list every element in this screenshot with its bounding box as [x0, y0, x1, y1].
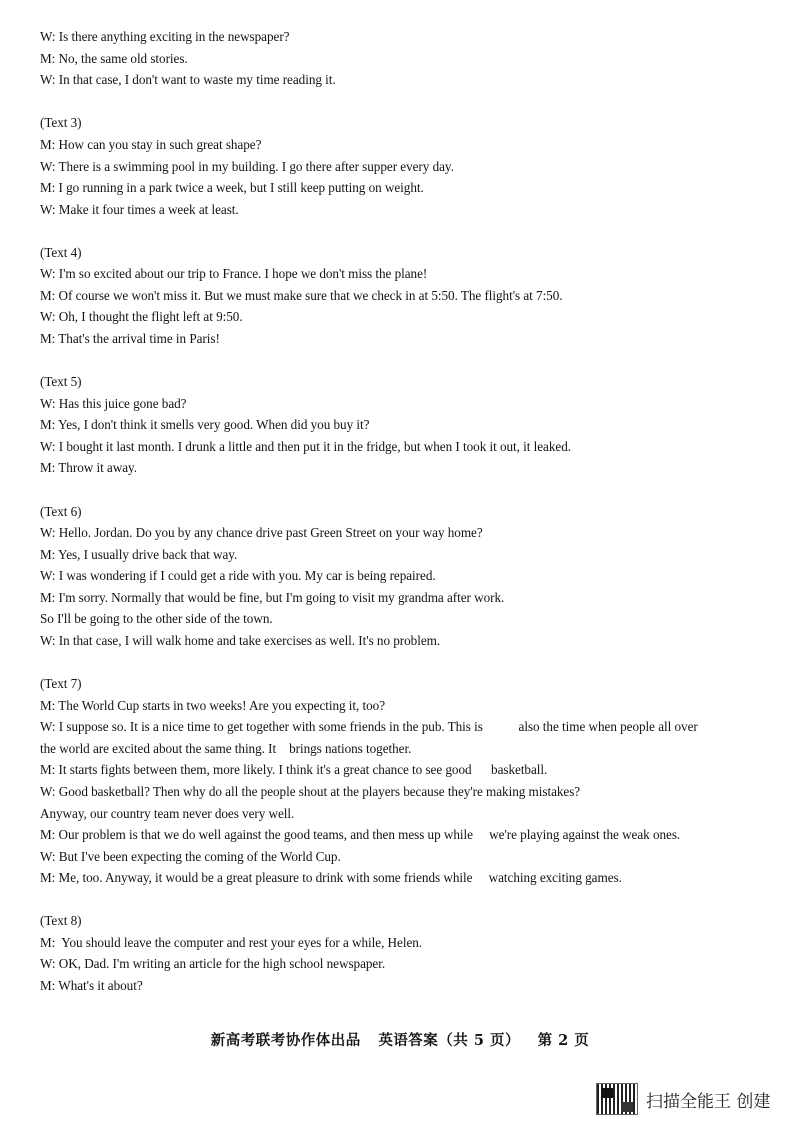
- transcript-line: M: I go running in a park twice a week, but I still keep putting on weight.: [40, 180, 424, 195]
- transcript-line: M: You should leave the computer and rest your eyes for a while, Helen.: [40, 935, 423, 950]
- transcript-line: M: Throw it away.: [40, 460, 137, 475]
- transcript-line: M: The World Cup starts in two weeks! Are you expecting it, too?: [40, 698, 386, 713]
- transcript-line: M: Yes, I don't think it smells very good. When did you buy it?: [40, 417, 370, 432]
- section-heading-text-8: (Text 8): [40, 913, 82, 928]
- section-heading-text-5: (Text 5): [40, 374, 82, 389]
- transcript-line: the world are excited about the same thing. It brings nations together.: [40, 741, 412, 756]
- transcript-line: M: It starts fights between them, more likely. I think it's a great chance to see good basketball.: [40, 762, 548, 777]
- section-heading-text-7: (Text 7): [40, 676, 82, 691]
- transcript-line: M: Our problem is that we do well against the good teams, and then mess up while we're playing against the weak ones.: [40, 827, 681, 842]
- transcript-line: W: OK, Dad. I'm writing an article for the high school newspaper.: [40, 956, 386, 971]
- watermark-text: 扫描全能王 创建: [646, 1092, 771, 1112]
- section-heading-text-4: (Text 4): [40, 245, 82, 260]
- transcript-line: Anyway, our country team never does very well.: [40, 806, 295, 821]
- transcript-line: W: But I've been expecting the coming of the World Cup.: [40, 849, 341, 864]
- transcript-line: W: I bought it last month. I drunk a little and then put it in the fridge, but when I took it out, it leaked.: [40, 439, 571, 454]
- footer-page-number: 第 2 页: [537, 1032, 590, 1049]
- transcript-line: W: Good basketball? Then why do all the people shout at the players because they're making mistakes?: [40, 784, 581, 799]
- transcript-line: W: Oh, I thought the flight left at 9:50.: [40, 309, 243, 324]
- page-footer: [0, 1029, 800, 1050]
- transcript-line: W: Has this juice gone bad?: [40, 396, 187, 411]
- transcript-line: M: Me, too. Anyway, it would be a great pleasure to drink with some friends while watching exciting games.: [40, 870, 622, 885]
- section-heading-text-6: (Text 6): [40, 504, 82, 519]
- qr-code-icon: [596, 1083, 638, 1115]
- section-heading-text-3: (Text 3): [40, 115, 82, 130]
- transcript-line: M: That's the arrival time in Paris!: [40, 331, 220, 346]
- transcript-line: M: No, the same old stories.: [40, 51, 188, 66]
- transcript-line: W: I was wondering if I could get a ride with you. My car is being repaired.: [40, 568, 436, 583]
- footer-publisher: 新高考联考协作体出品: [210, 1032, 361, 1049]
- transcript-line: W: In that case, I will walk home and take exercises as well. It's no problem.: [40, 633, 441, 648]
- transcript-line: So I'll be going to the other side of the town.: [40, 611, 273, 626]
- transcript-line: W: There is a swimming pool in my building. I go there after supper every day.: [40, 159, 454, 174]
- transcript-line: W: Hello. Jordan. Do you by any chance drive past Green Street on your way home?: [40, 525, 483, 540]
- transcript-line: M: How can you stay in such great shape?: [40, 137, 262, 152]
- transcript-line: W: In that case, I don't want to waste my time reading it.: [40, 72, 336, 87]
- footer-subject: 英语答案（共 5 页）: [378, 1032, 520, 1049]
- transcript-line: W: I'm so excited about our trip to France. I hope we don't miss the plane!: [40, 266, 428, 281]
- transcript-line: M: Yes, I usually drive back that way.: [40, 547, 238, 562]
- transcript-line: M: I'm sorry. Normally that would be fine, but I'm going to visit my grandma after work.: [40, 590, 505, 605]
- transcript-line: W: Is there anything exciting in the newspaper?: [40, 29, 290, 44]
- transcript-line: M: Of course we won't miss it. But we must make sure that we check in at 5:50. The flight's at 7:50.: [40, 288, 563, 303]
- transcript-line: M: What's it about?: [40, 978, 143, 993]
- transcript-line: W: I suppose so. It is a nice time to get together with some friends in the pub. This is also the time when people all over: [40, 719, 698, 734]
- transcript-line: W: Make it four times a week at least.: [40, 202, 239, 217]
